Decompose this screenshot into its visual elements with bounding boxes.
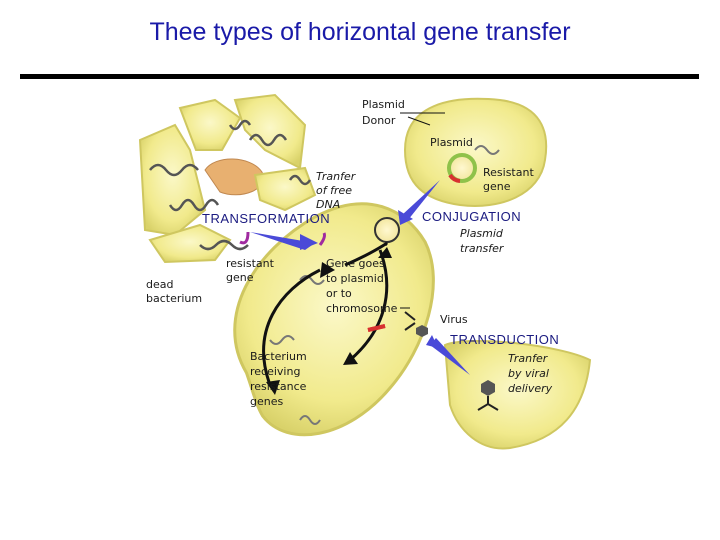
- resistant-gene-label: Resistant: [483, 166, 534, 179]
- receiving-bacterium-label: Bacterium: [250, 350, 307, 363]
- transfer-free-dna-label: of free: [316, 184, 353, 197]
- transduction-label: TRANSDUCTION: [450, 332, 560, 347]
- plasmid-donor-label: Donor: [362, 114, 396, 127]
- viral-delivery-label: Tranfer: [508, 352, 548, 365]
- plasmid-label: Plasmid: [430, 136, 473, 149]
- plasmid-transfer-label: Plasmid: [460, 227, 503, 240]
- slide-title: Thee types of horizontal gene transfer: [149, 18, 571, 46]
- resistant-gene-label: gene: [483, 180, 511, 193]
- receiving-bacterium-label: genes: [250, 395, 284, 408]
- resistant-gene-label: resistant: [226, 257, 274, 270]
- dead-bacterium-label: bacterium: [146, 292, 203, 305]
- transfer-free-dna-label: Tranfer: [316, 170, 356, 183]
- dead-bacterium-label: dead: [146, 278, 174, 291]
- viral-delivery-label: by viral: [508, 367, 549, 380]
- receiving-bacterium-label: resistance: [250, 380, 307, 393]
- virus-label: Virus: [440, 313, 468, 326]
- gene-goes-label: to plasmid: [326, 272, 384, 285]
- viral-delivery-label: delivery: [508, 382, 553, 395]
- resistant-gene-label: gene: [226, 271, 254, 284]
- transfer-free-dna-label: DNA: [316, 198, 341, 211]
- plasmid-donor-label: Plasmid: [362, 98, 405, 111]
- plasmid-transfer-label: transfer: [460, 242, 504, 255]
- conjugation-label: CONJUGATION: [422, 209, 522, 224]
- gene-goes-label: chromosome: [326, 302, 398, 315]
- plasmid-donor-cell: [405, 99, 546, 206]
- free-dna-fragment: [240, 232, 248, 243]
- gene-goes-label: Gene goes: [326, 257, 385, 270]
- receiving-bacterium-label: receiving: [250, 365, 301, 378]
- transformation-label: TRANSFORMATION: [202, 211, 331, 226]
- gene-goes-label: or to: [326, 287, 352, 300]
